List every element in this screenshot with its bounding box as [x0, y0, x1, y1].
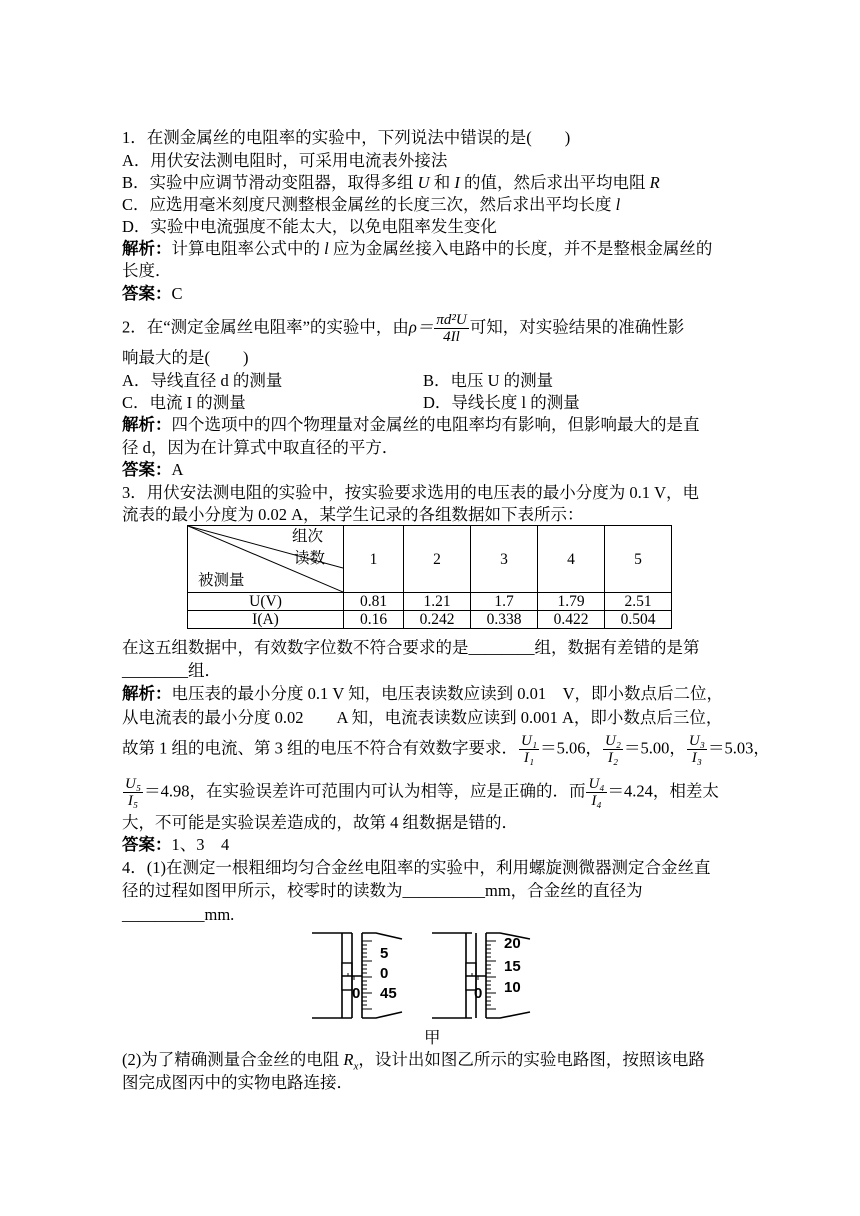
- q3-stem-2: 流表的最小分度为 0.02 A，某学生记录的各组数据如下表所示：: [122, 505, 584, 524]
- q1-explanation-2: 长度．: [122, 261, 172, 280]
- row-label: U(V): [188, 593, 344, 611]
- col-header: 4: [538, 526, 605, 593]
- table-cell: 0.422: [538, 611, 605, 629]
- col-header: 3: [471, 526, 538, 593]
- micrometer-figure: [300, 925, 560, 1027]
- table-cell: 1.79: [538, 593, 605, 611]
- col-header: 1: [344, 526, 404, 593]
- q3-question: 在这五组数据中，有效数字位数不符合要求的是________组，数据有差错的是第: [122, 638, 700, 657]
- thimble-ticks-right: [486, 941, 496, 1009]
- table-row: [188, 611, 672, 629]
- q1-answer: 答案：C: [122, 284, 183, 303]
- fraction: $\frac{\text{U₃}}{\text{I₃}}$: [688, 733, 705, 766]
- figure-caption: 甲: [424, 1028, 441, 1047]
- table-cell: 0.242: [404, 611, 471, 629]
- table-row: [188, 593, 672, 611]
- q2-option-d: D．导线长度 l 的测量: [423, 393, 580, 412]
- thimble-ticks-left: [362, 941, 372, 1009]
- q1-option-b: B．实验中应调节滑动变阻器，取得多组 U 和 I 的值，然后求出平均电阻 R: [122, 173, 660, 192]
- scale-label: 0: [380, 965, 389, 982]
- q1-option-c: C．应选用毫米刻度尺测整根金属丝的长度三次，然后求出平均长度 l: [122, 195, 621, 214]
- q3-stem: 3．用伏安法测电阻的实验中，按实验要求选用的电压表的最小分度为 0.1 V，电: [122, 483, 700, 502]
- q1-option-a: A．用伏安法测电阻时，可采用电流表外接法: [122, 151, 448, 170]
- row-label: I(A): [188, 611, 344, 629]
- q1-stem: 1．在测金属丝的电阻率的实验中，下列说法中错误的是( ): [122, 128, 571, 147]
- table-cell: 1.21: [404, 593, 471, 611]
- q3-explanation: 解析：电压表的最小分度 0.1 V 知，电压表读数应读到 0.01 V，即小数点后二位，: [122, 684, 724, 703]
- table-cell: 0.81: [344, 593, 404, 611]
- table-cell: 1.7: [471, 593, 538, 611]
- fraction: $\frac{\text{U₅}}{\text{I₅}}$: [125, 776, 142, 809]
- fraction: $\frac{\text{U₂}}{\text{I₂}}$: [604, 733, 621, 766]
- scale-label: 15: [504, 958, 521, 975]
- q4-stem-2: 径的过程如图甲所示，校零时的读数为__________mm，合金丝的直径为: [122, 881, 643, 900]
- q1-option-d: D．实验中电流强度不能太大，以免电阻率发生变化: [122, 217, 497, 236]
- q2-option-a: A．导线直径 d 的测量: [122, 371, 283, 390]
- q3-answer: 答案：1、3 4: [122, 835, 230, 854]
- col-header: 2: [404, 526, 471, 593]
- q2-stem-2: 响最大的是( ): [122, 348, 249, 367]
- micrometer-right: [432, 933, 530, 1018]
- q4-stem: 4．(1)在测定一根粗细均匀合金丝电阻率的实验中，利用螺旋测微器测定合金丝直: [122, 858, 711, 877]
- table-cell: 2.51: [605, 593, 672, 611]
- sleeve-zero-label: 0: [352, 985, 361, 1002]
- q3-explanation-2: 从电流表的最小分度 0.02 A 知，电流表读数应读到 0.001 A，即小数点后三位，: [122, 708, 723, 727]
- fraction: $\frac{\text{U₁}}{\text{I₁}}$: [521, 733, 538, 766]
- header-group: 组次: [292, 528, 324, 545]
- q4-stem-3: __________mm.: [122, 905, 235, 924]
- q2-explanation-2: 径 d，因为在计算式中取直径的平方．: [122, 438, 399, 457]
- q3-explanation-4: $\frac{\text{U₅}}{\text{I₅}}$ ＝4.98，在实验误差许可范围内可认为相等，应是正确的．而 $\frac{\text{U₄}}{\text{I₄}}$ ＝4.24，相差太: [125, 776, 719, 809]
- scale-label: 45: [380, 985, 397, 1002]
- table-cell: 0.16: [344, 611, 404, 629]
- q2-option-b: B．电压 U 的测量: [423, 371, 554, 390]
- q3-explanation-3: 故第 1 组的电流、第 3 组的电压不符合有效数字要求． $\frac{\text{U₁}}{\text{I₁}}$ ＝5.06， $\frac{\text{U₂}}{\text{I₂}}$ ＝5.00， $\frac{\text{U₃}}{\text{I₃}}$ ＝5.03，: [122, 733, 770, 766]
- q4-part2: (2)为了精确测量合金丝的电阻 $R_x$，设计出如图乙所示的实验电路图，按照该电路: [122, 1050, 705, 1073]
- q3-explanation-5: 大，不可能是实验误差造成的，故第 4 组数据是错的．: [122, 813, 518, 832]
- sleeve-zero-label: 0: [474, 985, 483, 1002]
- micrometer-left: [312, 933, 402, 1018]
- scale-label: 10: [504, 979, 521, 996]
- table-cell: 0.338: [471, 611, 538, 629]
- q4-part2-2: 图完成图丙中的实物电路连接．: [122, 1073, 353, 1092]
- col-header: 5: [605, 526, 672, 593]
- table-cell: 0.504: [605, 611, 672, 629]
- q3-data-table: [187, 525, 672, 629]
- header-measured: 被测量: [198, 572, 245, 589]
- scale-label: 5: [380, 945, 389, 962]
- q2-stem: 2．在“测定金属丝电阻率”的实验中，由ρ＝ $\frac{\text{πd²U}}{4Il}$ 可知，对实验结果的准确性影: [122, 312, 685, 345]
- table-diagonal-header: [188, 526, 344, 593]
- scale-label: 20: [504, 935, 521, 952]
- q3-question-2: ________组．: [122, 661, 221, 680]
- q1-explanation: 解析：计算电阻率公式中的 l 应为金属丝接入电路中的长度，并不是整根金属丝的: [122, 239, 713, 258]
- q2-option-c: C．电流 I 的测量: [122, 393, 246, 412]
- q2-explanation: 解析：四个选项中的四个物理量对金属丝的电阻率均有影响，但影响最大的是直: [122, 415, 700, 434]
- fraction: $\frac{\text{U₄}}{\text{I₄}}$: [588, 776, 605, 809]
- q2-answer: 答案：A: [122, 460, 184, 479]
- header-reading: 读数: [294, 550, 326, 567]
- q2-formula-fraction: $\frac{\text{πd²U}}{4Il}$: [436, 312, 467, 345]
